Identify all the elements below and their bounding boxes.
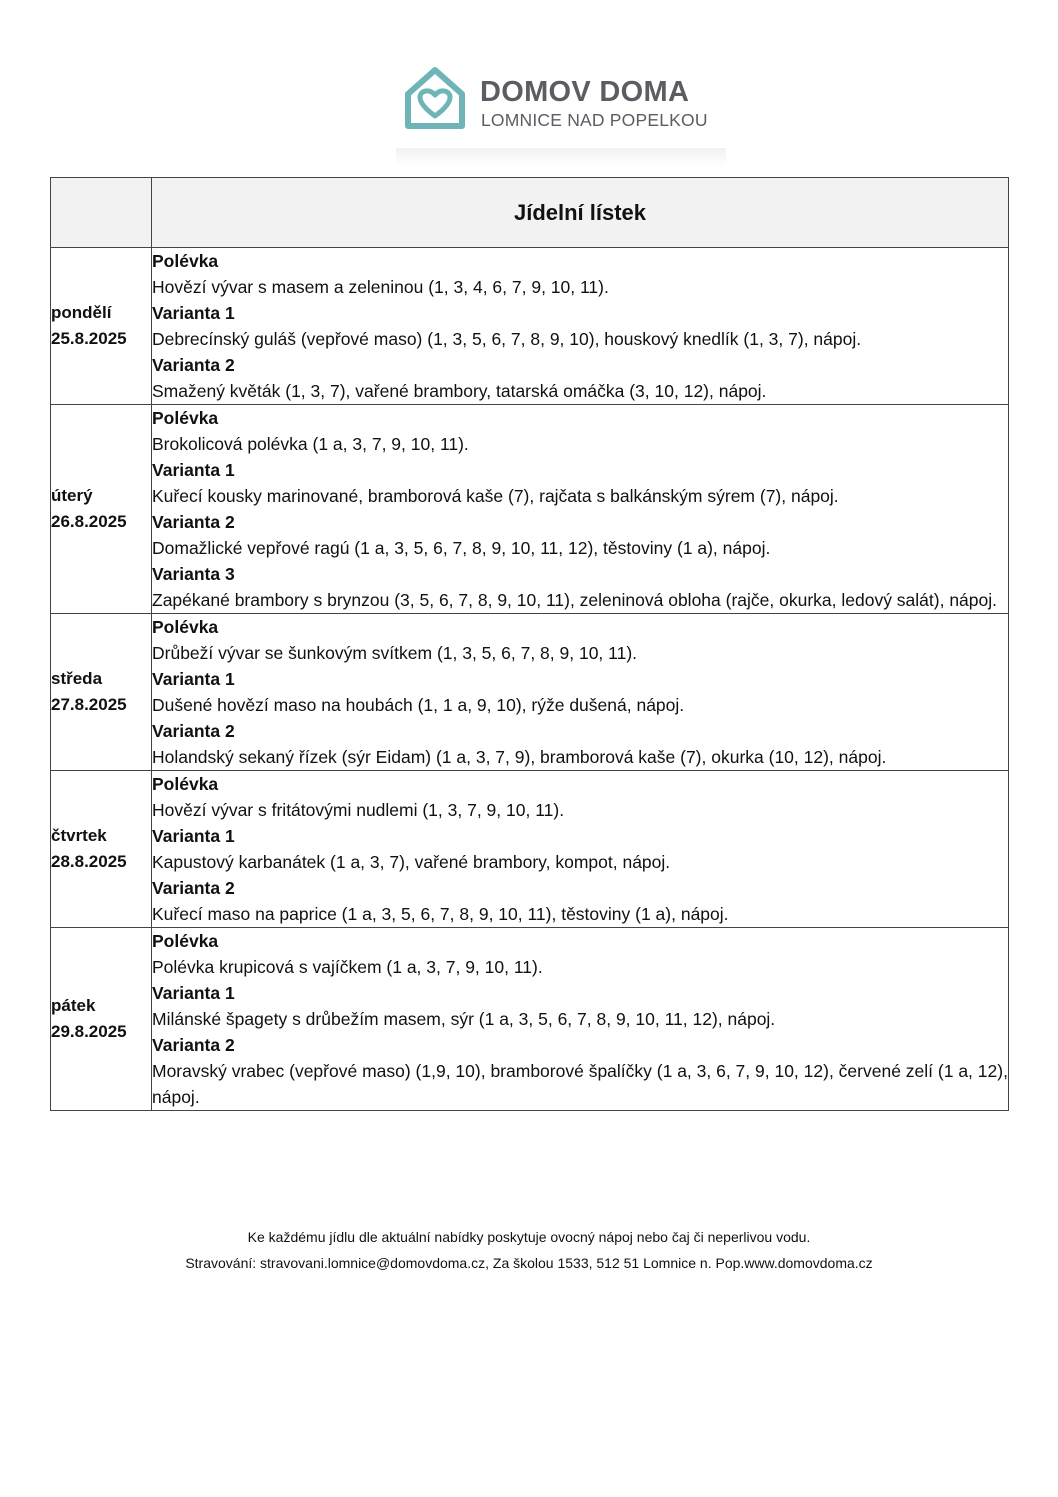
logo-title: DOMOV DOMA: [480, 76, 690, 108]
menu-cell: [152, 771, 1009, 928]
day-name: úterý: [51, 486, 93, 505]
day-cell: [51, 614, 152, 771]
day-date: 27.8.2025: [51, 695, 127, 714]
section-text: Zapékané brambory s brynzou (3, 5, 6, 7, 8, 9, 10, 11), zeleninová obloha (rajče, okurka, ledový salát), nápoj.: [152, 590, 998, 610]
footer-note: Ke každému jídlu dle aktuální nabídky poskytuje ovocný nápoj nebo čaj či neperlivou vodu.: [247, 1229, 811, 1245]
section-text: Brokolicová polévka (1 a, 3, 7, 9, 10, 11).: [152, 434, 469, 454]
day-cell: [51, 248, 152, 405]
day-name: pondělí: [51, 303, 112, 322]
section-label: Polévka: [152, 251, 219, 271]
section-text: Kuřecí kousky marinované, bramborová kaše (7), rajčata s balkánským sýrem (7), nápoj.: [152, 486, 839, 506]
section-text: Drůbeží vývar se šunkovým svítkem (1, 3, 5, 6, 7, 8, 9, 10, 11).: [152, 643, 638, 663]
section-text: Kapustový karbanátek (1 a, 3, 7), vařené brambory, kompot, nápoj.: [152, 852, 671, 872]
logo: [396, 58, 736, 142]
menu-body: [51, 248, 1009, 1111]
day-date: 28.8.2025: [51, 852, 127, 871]
section-label: Polévka: [152, 617, 219, 637]
footer-contact: Stravování: stravovani.lomnice@domovdoma.cz, Za školou 1533, 512 51 Lomnice n. Pop.www.domovdoma.cz: [185, 1255, 873, 1271]
section-label: Varianta 1: [152, 669, 235, 689]
day-row: [51, 614, 1009, 771]
section-label: Varianta 2: [152, 512, 235, 532]
section-label: Varianta 1: [152, 826, 235, 846]
day-cell: [51, 928, 152, 1111]
menu-cell: [152, 248, 1009, 405]
section-text: Smažený květák (1, 3, 7), vařené brambory, tatarská omáčka (3, 10, 12), nápoj.: [152, 381, 767, 401]
table-header-row: [51, 178, 1009, 248]
section-label: Polévka: [152, 408, 219, 428]
day-date: 26.8.2025: [51, 512, 127, 531]
section-label: Varianta 3: [152, 564, 235, 584]
section-label: Varianta 2: [152, 878, 235, 898]
day-cell: [51, 405, 152, 614]
logo-reflection: [396, 148, 726, 166]
day-name: pátek: [51, 996, 96, 1015]
menu-title: Jídelní lístek: [152, 178, 1009, 248]
section-label: Varianta 1: [152, 983, 235, 1003]
logo-subtitle: LOMNICE NAD POPELKOU: [481, 110, 708, 130]
day-row: [51, 771, 1009, 928]
house-heart-icon: [402, 64, 468, 130]
day-cell: [51, 771, 152, 928]
section-text: Holandský sekaný řízek (sýr Eidam) (1 a, 3, 7, 9), bramborová kaše (7), okurka (10, 12), nápoj.: [152, 747, 887, 767]
menu-cell: [152, 405, 1009, 614]
day-date: 29.8.2025: [51, 1022, 127, 1041]
section-text: Dušené hovězí maso na houbách (1, 1 a, 9, 10), rýže dušená, nápoj.: [152, 695, 685, 715]
section-text: Domažlické vepřové ragú (1 a, 3, 5, 6, 7, 8, 9, 10, 11, 12), těstoviny (1 a), nápoj.: [152, 538, 771, 558]
day-date: 25.8.2025: [51, 329, 127, 348]
menu-cell: [152, 614, 1009, 771]
section-text: Hovězí vývar s fritátovými nudlemi (1, 3, 7, 9, 10, 11).: [152, 800, 565, 820]
section-label: Polévka: [152, 774, 219, 794]
day-row: [51, 248, 1009, 405]
section-text: Polévka krupicová s vajíčkem (1 a, 3, 7, 9, 10, 11).: [152, 957, 543, 977]
section-text: Hovězí vývar s masem a zeleninou (1, 3, 4, 6, 7, 9, 10, 11).: [152, 277, 609, 297]
menu-cell: [152, 928, 1009, 1111]
section-text: Milánské špagety s drůbežím masem, sýr (1 a, 3, 5, 6, 7, 8, 9, 10, 11, 12), nápoj.: [152, 1009, 776, 1029]
menu-table: [50, 177, 1009, 1111]
section-label: Varianta 2: [152, 721, 235, 741]
section-label: Varianta 1: [152, 303, 235, 323]
day-row: [51, 405, 1009, 614]
section-label: Varianta 2: [152, 1035, 235, 1055]
section-label: Polévka: [152, 931, 219, 951]
day-row: [51, 928, 1009, 1111]
header-corner-cell: [51, 178, 152, 248]
day-name: čtvrtek: [51, 826, 107, 845]
day-name: středa: [51, 669, 103, 688]
section-text: Moravský vrabec (vepřové maso) (1,9, 10), bramborové špalíčky (1 a, 3, 6, 7, 9, 10, 12), červené zelí (1 a, 12), nápoj.: [152, 1061, 1008, 1107]
section-label: Varianta 2: [152, 355, 235, 375]
section-text: Kuřecí maso na paprice (1 a, 3, 5, 6, 7, 8, 9, 10, 11), těstoviny (1 a), nápoj.: [152, 904, 729, 924]
section-text: Debrecínský guláš (vepřové maso) (1, 3, 5, 6, 7, 8, 9, 10), houskový knedlík (1, 3, 7), nápoj.: [152, 329, 862, 349]
section-label: Varianta 1: [152, 460, 235, 480]
